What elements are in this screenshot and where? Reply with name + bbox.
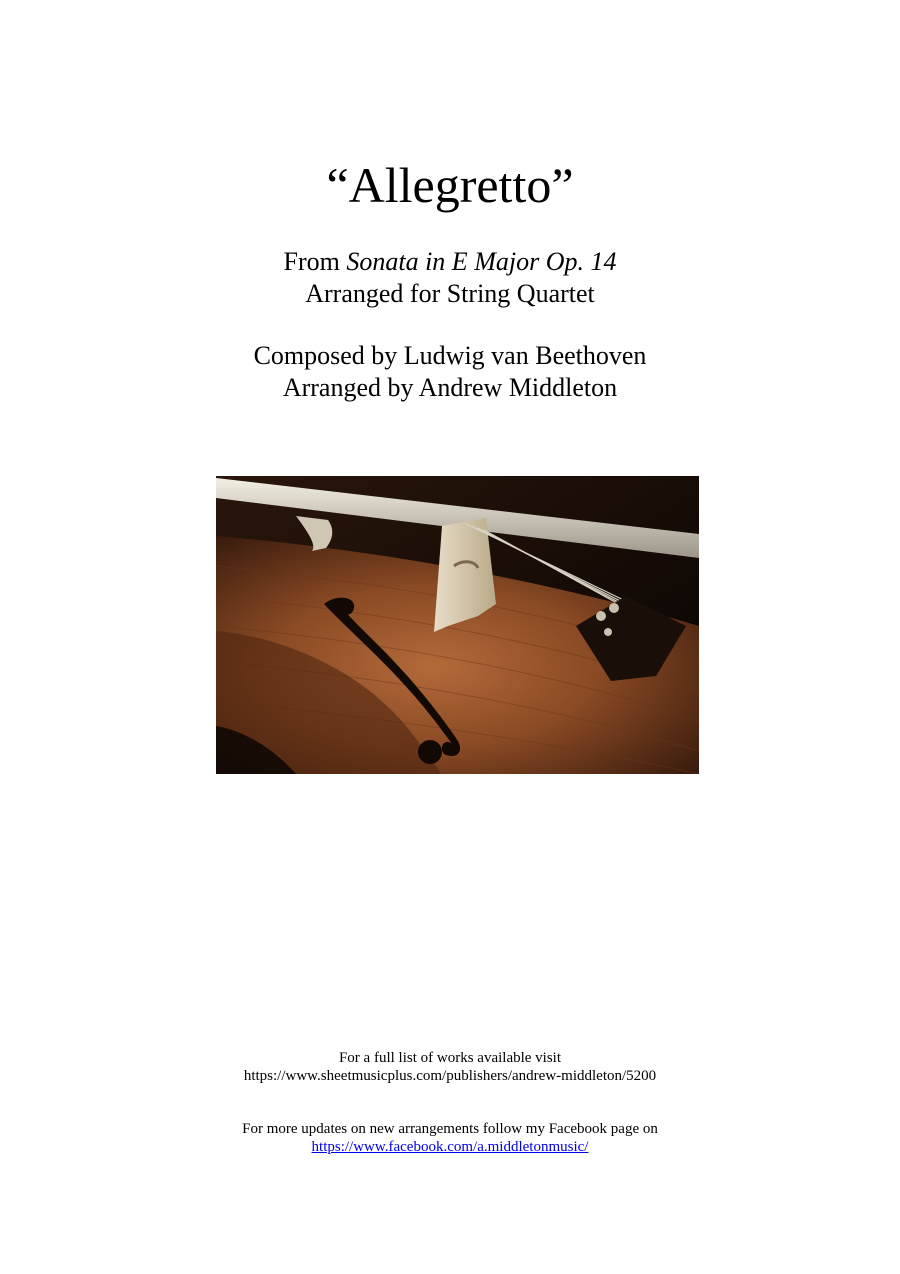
- works-notice: [0, 1049, 900, 1085]
- source-work-line: [0, 246, 900, 278]
- facebook-notice: [0, 1120, 900, 1156]
- source-work-title: Sonata in E Major Op. 14: [346, 247, 617, 276]
- works-notice-text: For a full list of works available visit: [338, 1050, 562, 1066]
- composer-credit: Composed by Ludwig van Beethoven: [253, 341, 647, 370]
- facebook-notice-text: For more updates on new arrangements follow my Facebook page on: [242, 1121, 658, 1137]
- violin-illustration: [216, 476, 699, 774]
- subtitle-block: [0, 246, 900, 310]
- arrangement-type: Arranged for String Quartet: [305, 279, 595, 308]
- source-work-prefix: From: [283, 247, 347, 276]
- works-url: https://www.sheetmusicplus.com/publishers/andrew-middleton/5200: [243, 1068, 657, 1084]
- arranger-credit: Arranged by Andrew Middleton: [282, 373, 618, 402]
- violin-photo: [216, 476, 699, 774]
- facebook-link[interactable]: https://www.facebook.com/a.middletonmusic/: [311, 1139, 589, 1155]
- f-hole-lower-eye: [418, 740, 442, 764]
- page-title: “Allegretto”: [326, 157, 574, 213]
- credits-block: [0, 340, 900, 404]
